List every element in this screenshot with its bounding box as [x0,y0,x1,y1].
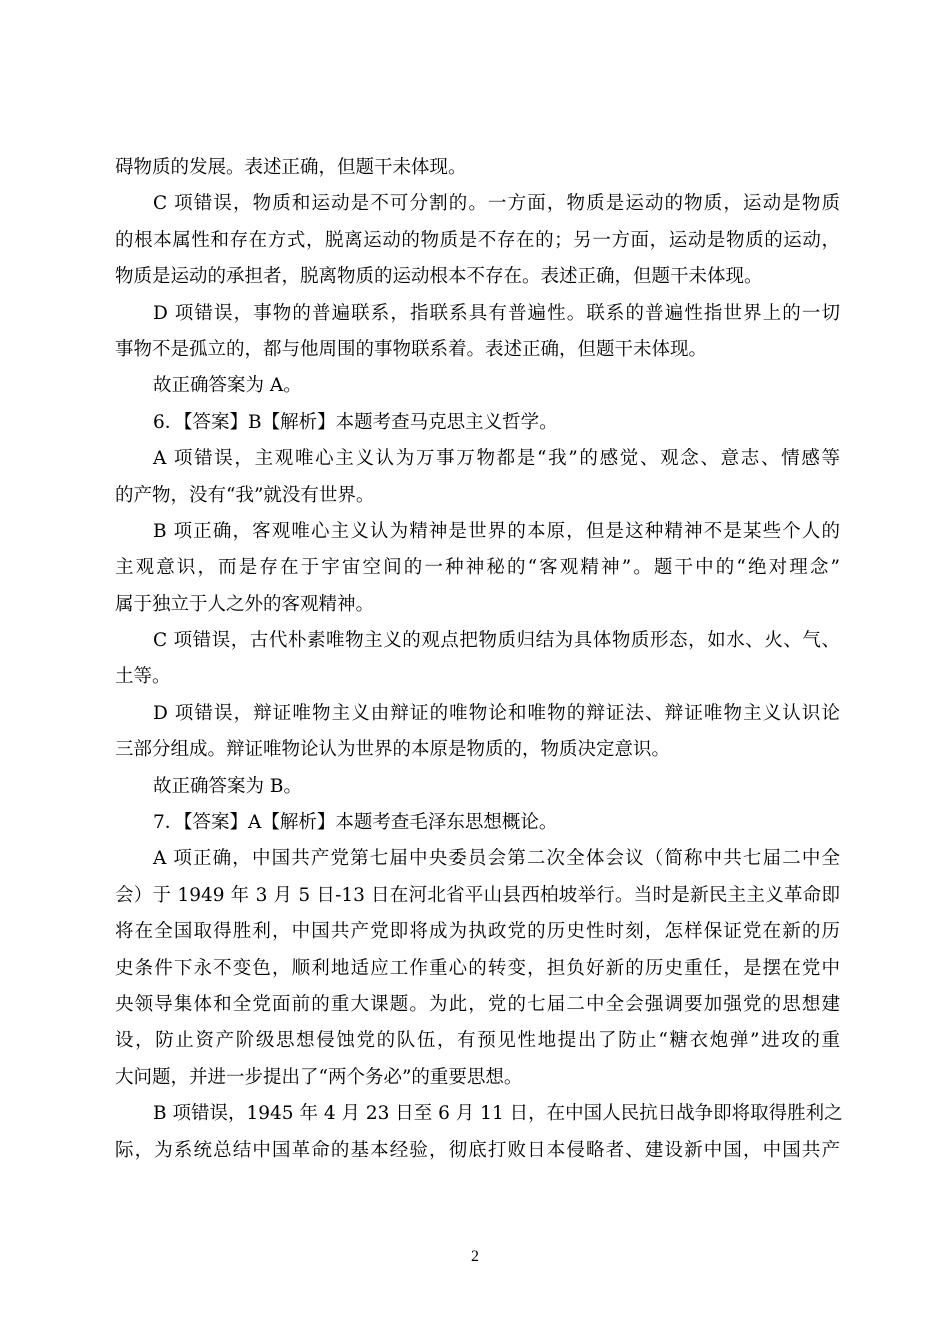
text-line: 际，为系统总结中国革命的基本经验，彻底打败日本侵略者、建设新中国，中国共产 [115,1139,840,1161]
text-line: 物质是运动的承担者，脱离物质的运动根本不存在。表述正确，但题干未体现。 [115,266,763,288]
text-line: B 项正确，客观唯心主义认为精神是世界的本原，但是这种精神不是某些个人的 [153,520,840,542]
text-line: 事物不是孤立的，都与他周围的事物联系着。表述正确，但题干未体现。 [115,338,708,360]
text-line: 设，防止资产阶级思想侵蚀党的队伍，有预见性地提出了防止“糖衣炮弹”进攻的重 [115,1030,840,1052]
text-line: 三部分组成。辩证唯物论认为世界的本原是物质的，物质决定意识。 [115,739,671,761]
text-line: 的产物，没有“我”就没有世界。 [115,484,375,506]
question-heading: 7．【答案】A【解析】本题考查毛泽东思想概论。 [153,812,558,834]
text-line: D 项错误，辩证唯物主义由辩证的唯物论和唯物的辩证法、辩证唯物主义认识论 [153,702,840,724]
text-line: 将在全国取得胜利，中国共产党即将成为执政党的历史性时刻，怎样保证党在新的历 [115,921,840,943]
text-line: 的根本属性和存在方式，脱离运动的物质是不存在的；另一方面，运动是物质的运动， [115,229,840,251]
text-line: C 项错误，古代朴素唯物主义的观点把物质归结为具体物质形态，如水、火、气、 [153,630,840,652]
text-line: 土等。 [115,666,171,688]
text-line: A 项错误，主观唯心主义认为万事万物都是“我”的感觉、观念、意志、情感等 [153,448,840,470]
answer-line: 故正确答案为 B。 [153,775,302,797]
answer-line: 故正确答案为 A。 [153,375,302,397]
document-body [115,150,843,1169]
text-line: A 项正确，中国共产党第七届中央委员会第二次全体会议（简称中共七届二中全 [153,848,840,870]
text-line: C 项错误，物质和运动是不可分割的。一方面，物质是运动的物质，运动是物质 [153,193,840,215]
text-line: 史条件下永不变色，顺利地适应工作重心的转变，担负好新的历史重任，是摆在党中 [115,957,840,979]
text-line: D 项错误，事物的普遍联系，指联系具有普遍性。联系的普遍性指世界上的一切 [153,302,840,324]
text-line: 大问题，并进一步提出了“两个务必”的重要思想。 [115,1066,523,1088]
text-line: 主观意识，而是存在于宇宙空间的一种神秘的“客观精神”。题干中的“绝对理念” [115,557,840,579]
text-line: 属于独立于人之外的客观精神。 [115,593,375,615]
question-heading: 6．【答案】B【解析】本题考查马克思主义哲学。 [153,411,558,433]
text-line: 会）于 1949 年 3 月 5 日-13 日在河北省平山县西柏坡举行。当时是新民主主义革命即 [115,884,840,906]
text-line: B 项错误，1945 年 4 月 23 日至 6 月 11 日，在中国人民抗日战争即将取得胜利之 [153,1103,843,1125]
text-line: 碍物质的发展。表述正确，但题干未体现。 [115,157,467,178]
text-line: 央领导集体和全党面前的重大课题。为此，党的七届二中全会强调要加强党的思想建 [115,993,840,1015]
page-number: 2 [471,1248,479,1265]
